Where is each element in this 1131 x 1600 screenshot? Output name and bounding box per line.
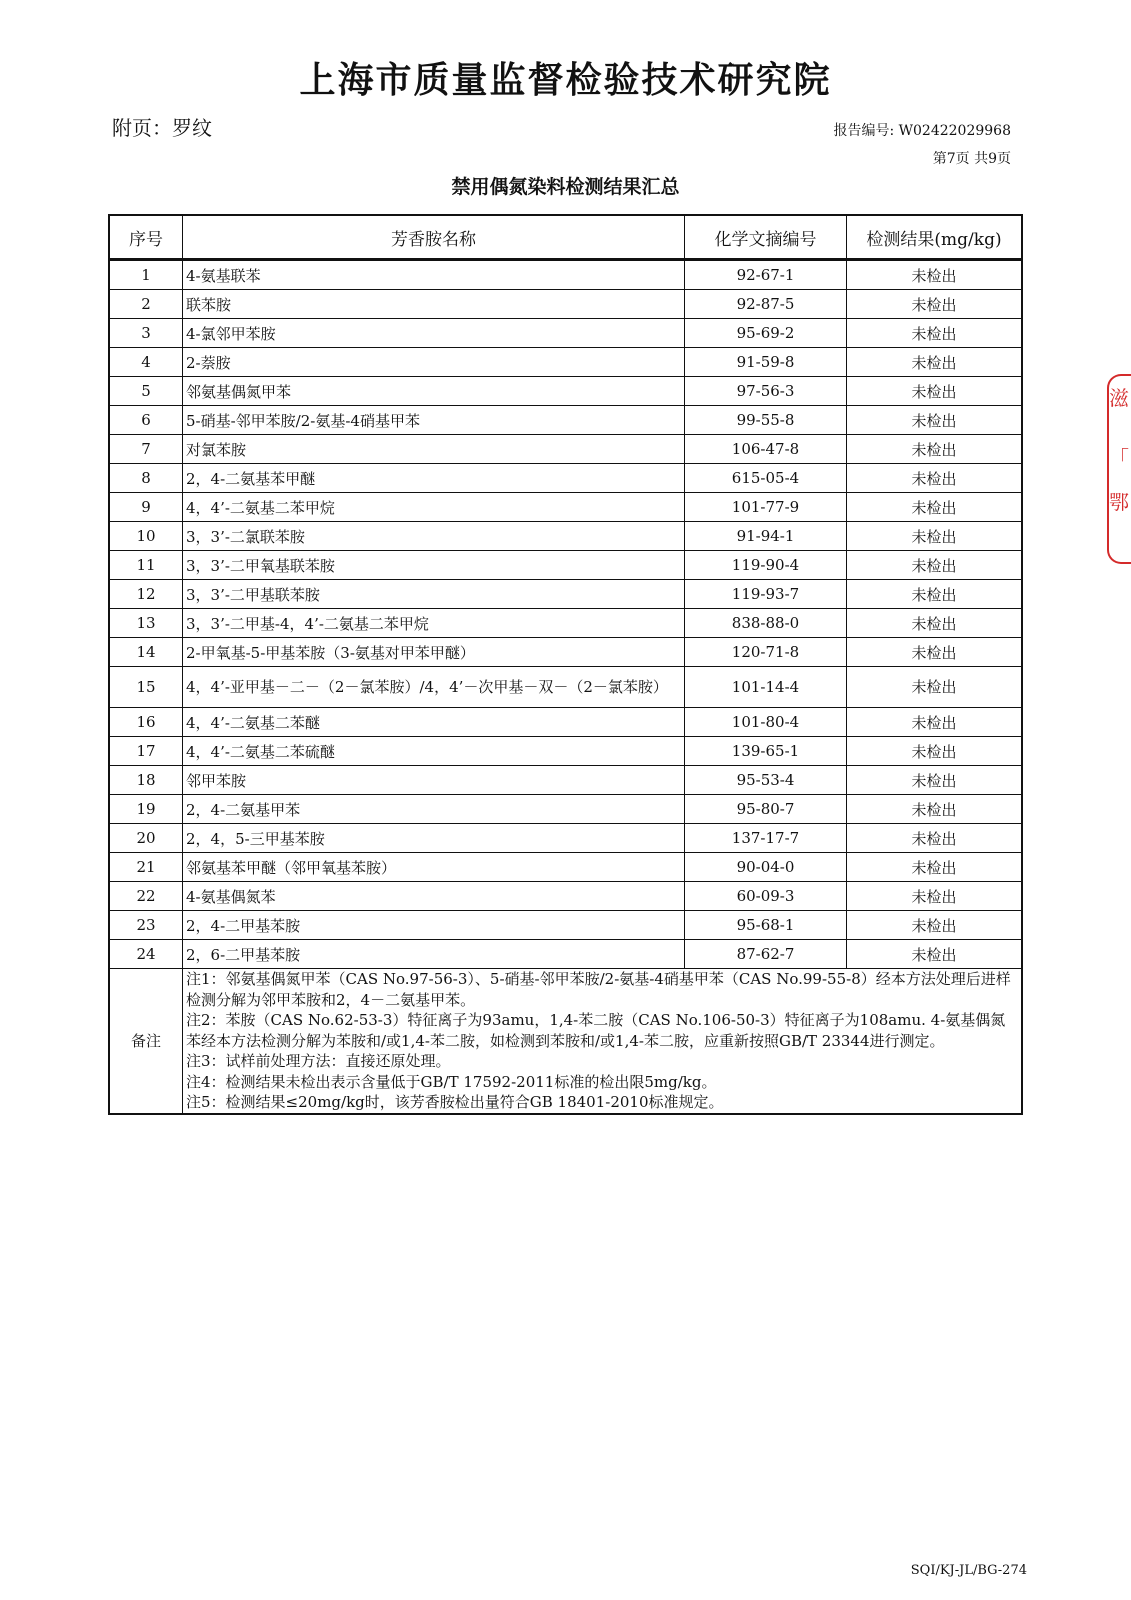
amine-name: 3，3’-二甲基联苯胺 [183,580,685,609]
row-number: 18 [109,766,183,795]
test-result: 未检出 [847,348,1023,377]
amine-name: 4，4’-二氨基二苯甲烷 [183,493,685,522]
cas-number: 139-65-1 [685,737,847,766]
test-result: 未检出 [847,493,1023,522]
row-number: 9 [109,493,183,522]
table-row [109,260,1022,290]
remark-note-4: 注4：检测结果未检出表示含量低于GB/T 17592-2011标准的检出限5mg/kg。 [186,1072,717,1091]
row-number: 20 [109,824,183,853]
report-number: 报告编号: W02422029968 [833,123,1011,139]
table-body [109,260,1022,969]
test-result: 未检出 [847,435,1023,464]
table-title: 禁用偶氮染料检测结果汇总 [451,176,680,198]
header-cas: 化学文摘编号 [685,215,847,260]
table-row [109,348,1022,377]
institute-title: 上海市质量监督检验技术研究院 [299,60,832,101]
test-result: 未检出 [847,882,1023,911]
table-row [109,911,1022,940]
row-number: 21 [109,853,183,882]
cas-number: 119-90-4 [685,551,847,580]
test-result: 未检出 [847,667,1023,708]
test-result: 未检出 [847,766,1023,795]
table-row [109,493,1022,522]
attachment-label: 附页：罗纹 [112,116,212,140]
table-row [109,609,1022,638]
amine-name: 4-氯邻甲苯胺 [183,319,685,348]
table-row [109,377,1022,406]
table-row [109,406,1022,435]
row-number: 24 [109,940,183,969]
amine-name: 邻氨基苯甲醚（邻甲氧基苯胺） [183,853,685,882]
amine-name: 2-萘胺 [183,348,685,377]
table-row [109,464,1022,493]
row-number: 16 [109,708,183,737]
test-result: 未检出 [847,824,1023,853]
amine-name: 4-氨基偶氮苯 [183,882,685,911]
amine-name: 4，4’-亚甲基－二－（2－氯苯胺）/4，4’－次甲基－双－（2－氯苯胺） [183,667,685,708]
header-no: 序号 [109,215,183,260]
row-number: 22 [109,882,183,911]
amine-name: 3，3’-二甲基-4，4’-二氨基二苯甲烷 [183,609,685,638]
remark-note-5: 注5：检测结果≤20mg/kg时，该芳香胺检出量符合GB 18401-2010标准规定。 [186,1093,724,1111]
cas-number: 838-88-0 [685,609,847,638]
test-result: 未检出 [847,377,1023,406]
remarks-label: 备注 [109,969,183,1114]
remarks-cell [183,969,1023,1114]
amine-name: 2，6-二甲基苯胺 [183,940,685,969]
amine-name: 对氯苯胺 [183,435,685,464]
row-number: 13 [109,609,183,638]
row-number: 8 [109,464,183,493]
table-row [109,435,1022,464]
cas-number: 91-59-8 [685,348,847,377]
row-number: 19 [109,795,183,824]
cas-number: 615-05-4 [685,464,847,493]
header-name: 芳香胺名称 [183,215,685,260]
test-result: 未检出 [847,940,1023,969]
test-result: 未检出 [847,260,1023,290]
form-code: SQI/KJ-JL/BG-274 [910,1563,1027,1578]
stamp-char-2: 「 [1109,446,1129,470]
amine-name: 2，4-二氨基苯甲醚 [183,464,685,493]
test-result: 未检出 [847,464,1023,493]
cas-number: 95-80-7 [685,795,847,824]
remark-note-3: 注3：试样前处理方法：直接还原处理。 [186,1052,451,1070]
row-number: 3 [109,319,183,348]
amine-name: 2-甲氧基-5-甲基苯胺（3-氨基对甲苯甲醚） [183,638,685,667]
test-result: 未检出 [847,911,1023,940]
test-result: 未检出 [847,708,1023,737]
amine-name: 5-硝基-邻甲苯胺/2-氨基-4硝基甲苯 [183,406,685,435]
cas-number: 119-93-7 [685,580,847,609]
cas-number: 120-71-8 [685,638,847,667]
header-result: 检测结果(mg/kg) [847,215,1023,260]
test-result: 未检出 [847,319,1023,348]
remark-note-1: 注1：邻氨基偶氮甲苯（CAS No.97-56-3）、5-硝基-邻甲苯胺/2-氨基-4硝基甲苯（CAS No.99-55-8）经本方法处理后进样检测分解为邻甲苯胺和2，4－二氨基甲苯。 [186,970,1011,1009]
table-row [109,795,1022,824]
table-row [109,290,1022,319]
table-row [109,522,1022,551]
table-row [109,940,1022,969]
cas-number: 95-68-1 [685,911,847,940]
test-result: 未检出 [847,290,1023,319]
test-result: 未检出 [847,795,1023,824]
cas-number: 90-04-0 [685,853,847,882]
amine-name: 3，3’-二氯联苯胺 [183,522,685,551]
page-indicator: 第7页 共9页 [932,151,1011,167]
row-number: 11 [109,551,183,580]
row-number: 23 [109,911,183,940]
row-number: 15 [109,667,183,708]
amine-name: 2，4，5-三甲基苯胺 [183,824,685,853]
cas-number: 101-14-4 [685,667,847,708]
amine-name: 4，4’-二氨基二苯醚 [183,708,685,737]
row-number: 14 [109,638,183,667]
cas-number: 99-55-8 [685,406,847,435]
table-row [109,319,1022,348]
table-row [109,638,1022,667]
table-row [109,667,1022,708]
table-header-row [109,215,1022,260]
cas-number: 87-62-7 [685,940,847,969]
amine-name: 2，4-二甲基苯胺 [183,911,685,940]
cas-number: 60-09-3 [685,882,847,911]
test-result: 未检出 [847,551,1023,580]
amine-name: 3，3’-二甲氧基联苯胺 [183,551,685,580]
table-row [109,708,1022,737]
amine-name: 4-氨基联苯 [183,260,685,290]
cas-number: 101-80-4 [685,708,847,737]
row-number: 1 [109,260,183,290]
cas-number: 137-17-7 [685,824,847,853]
seal-stamp [1107,374,1131,564]
amine-name: 邻氨基偶氮甲苯 [183,377,685,406]
row-number: 10 [109,522,183,551]
cas-number: 101-77-9 [685,493,847,522]
test-result: 未检出 [847,580,1023,609]
table-row [109,737,1022,766]
row-number: 17 [109,737,183,766]
table-row [109,824,1022,853]
amine-name: 邻甲苯胺 [183,766,685,795]
cas-number: 95-69-2 [685,319,847,348]
row-number: 6 [109,406,183,435]
table-row [109,580,1022,609]
row-number: 12 [109,580,183,609]
cas-number: 95-53-4 [685,766,847,795]
test-result: 未检出 [847,522,1023,551]
remarks-row [109,969,1022,1114]
test-result: 未检出 [847,638,1023,667]
cas-number: 91-94-1 [685,522,847,551]
test-result: 未检出 [847,406,1023,435]
cas-number: 97-56-3 [685,377,847,406]
table-row [109,853,1022,882]
table-row [109,766,1022,795]
table-row [109,882,1022,911]
row-number: 7 [109,435,183,464]
amine-name: 4，4’-二氨基二苯硫醚 [183,737,685,766]
amine-name: 联苯胺 [183,290,685,319]
stamp-char-1: 滋 [1109,386,1129,410]
row-number: 4 [109,348,183,377]
cas-number: 106-47-8 [685,435,847,464]
results-table [108,214,1023,1115]
stamp-char-3: 鄂 [1109,490,1129,514]
test-result: 未检出 [847,853,1023,882]
amine-name: 2，4-二氨基甲苯 [183,795,685,824]
test-result: 未检出 [847,609,1023,638]
table-row [109,551,1022,580]
row-number: 2 [109,290,183,319]
test-result: 未检出 [847,737,1023,766]
row-number: 5 [109,377,183,406]
remark-note-2: 注2：苯胺（CAS No.62-53-3）特征离子为93amu，1,4-苯二胺（CAS No.106-50-3）特征离子为108amu. 4-氨基偶氮苯经本方法检测分解为苯胺和/或1,4-苯二胺，如检测到苯胺和/或1,4-苯二胺，应重新按照GB/T 23344进行测定。 [186,1011,1006,1050]
cas-number: 92-67-1 [685,260,847,290]
cas-number: 92-87-5 [685,290,847,319]
